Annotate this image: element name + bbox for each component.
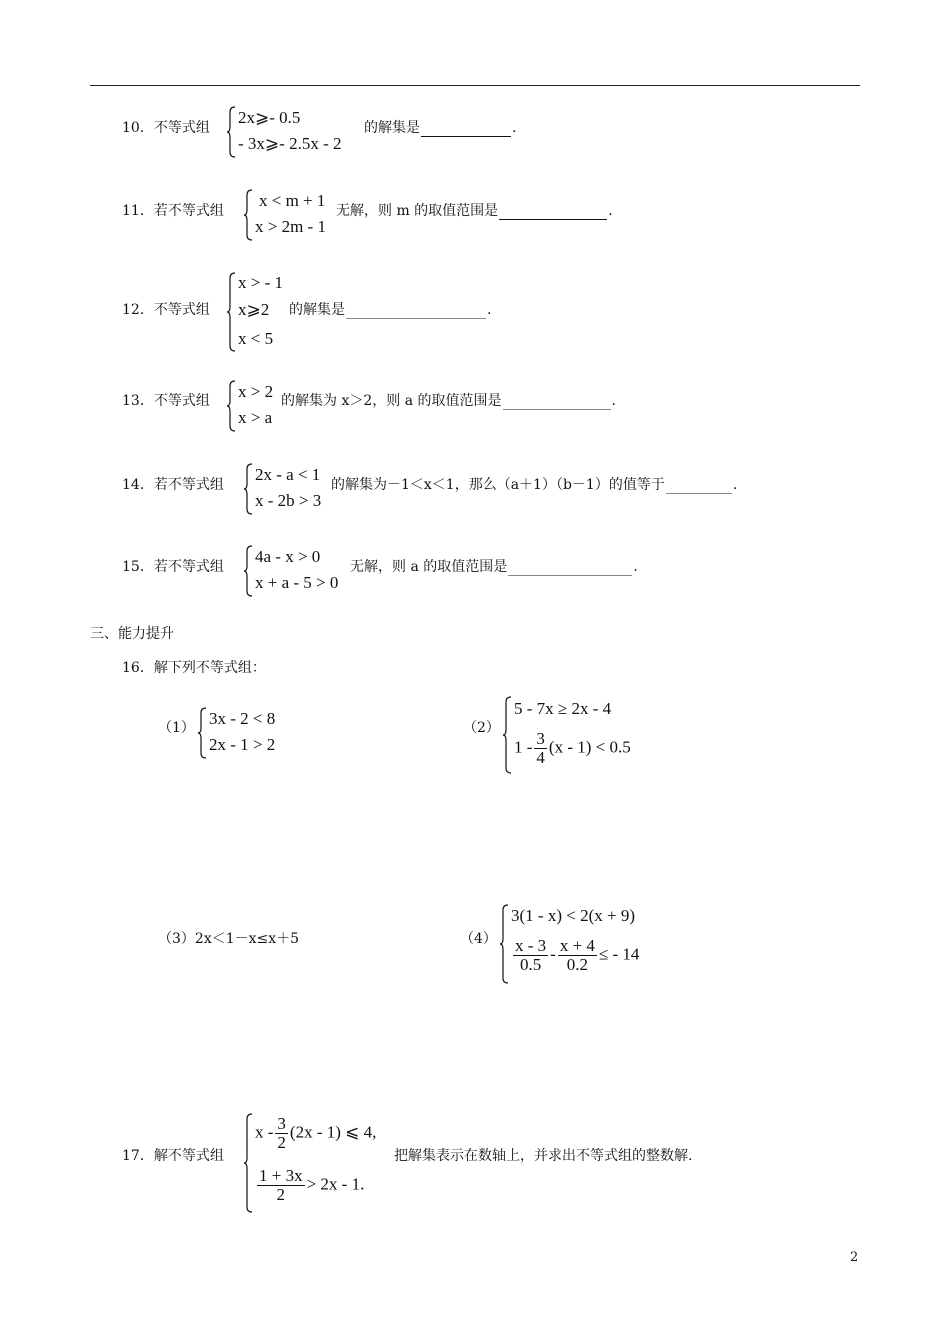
- term: > 2x - 1.: [306, 1174, 365, 1194]
- period: .: [487, 302, 492, 318]
- question-10: [122, 119, 210, 137]
- fraction-denominator: 0.5: [519, 955, 542, 974]
- part-label: （3）: [158, 931, 195, 947]
- q13-system: [226, 380, 286, 432]
- system-line-1: 4a - x > 0: [255, 547, 321, 566]
- question-14: [122, 476, 224, 494]
- question-13: [122, 392, 210, 410]
- answer-blank[interactable]: [666, 478, 732, 494]
- answer-blank[interactable]: [421, 121, 511, 137]
- brace-icon: [243, 545, 253, 597]
- fraction: [558, 937, 597, 974]
- term: 1 -: [514, 737, 533, 757]
- q16-part-3: [158, 930, 299, 948]
- q15-system: [243, 545, 353, 597]
- system-line-2: 2x - 1 > 2: [209, 735, 276, 754]
- term: -: [550, 944, 556, 964]
- q17-tail: 把解集表示在数轴上，并求出不等式组的整数解.: [394, 1148, 693, 1164]
- term: (x - 1) < 0.5: [548, 737, 631, 757]
- fraction-numerator: 3: [536, 729, 545, 748]
- system-line-2: [511, 937, 639, 974]
- fraction-denominator: 4: [536, 748, 545, 767]
- term: x -: [255, 1122, 274, 1142]
- question-lead: 若不等式组: [153, 203, 224, 219]
- period: .: [608, 203, 613, 219]
- system-line-1: x < m + 1: [259, 191, 326, 210]
- question-16-title: 16．解下列不等式组：: [122, 660, 266, 676]
- period: .: [633, 559, 638, 575]
- term: ≤ - 14: [598, 944, 640, 964]
- system-line-2: x - 2b > 3: [255, 491, 322, 510]
- q10-system: [226, 106, 366, 158]
- answer-blank[interactable]: [499, 204, 607, 220]
- fraction-denominator: 0.2: [566, 955, 589, 974]
- brace-icon: [243, 189, 253, 241]
- fraction-numerator: 3: [277, 1114, 286, 1133]
- question-tail: 无解，则 m 的取值范围是: [336, 203, 499, 219]
- q16-p1-system: [197, 707, 297, 759]
- question-number: 11．: [122, 203, 154, 219]
- period: .: [611, 393, 616, 409]
- answer-blank[interactable]: [503, 394, 611, 410]
- system-line-2: x > 2m - 1: [255, 217, 326, 236]
- fraction-denominator: 2: [277, 1133, 286, 1152]
- system-line-3: x < 5: [238, 329, 274, 348]
- brace-icon: [499, 904, 509, 984]
- q17-system: [243, 1113, 393, 1213]
- system-line-2: [514, 730, 631, 767]
- part-label: （4）: [460, 931, 497, 947]
- section-title: 三、能力提升: [90, 626, 174, 642]
- system-line-2: x > a: [238, 408, 273, 427]
- q12-tail: [289, 301, 491, 319]
- question-lead: 若不等式组: [153, 559, 224, 575]
- question-lead: 不等式组: [153, 393, 210, 409]
- question-tail: 无解，则 a 的取值范围是: [350, 559, 508, 575]
- question-tail: 的解集是: [289, 302, 345, 318]
- question-12: [122, 301, 210, 319]
- q14-system: [243, 463, 338, 515]
- system-line-1: x > - 1: [238, 273, 283, 292]
- question-lead: 解不等式组: [153, 1148, 224, 1164]
- system-line-1: 3(1 - x) < 2(x + 9): [511, 906, 635, 925]
- part-label: （2）: [463, 720, 500, 736]
- question-number: 15．: [122, 559, 154, 575]
- fraction-denominator: 2: [276, 1185, 286, 1204]
- system-line-2: x⩾2: [238, 300, 270, 319]
- question-number: 17．: [122, 1148, 154, 1164]
- q11-system: [243, 189, 343, 241]
- question-number: 13．: [122, 393, 154, 409]
- q11-tail: [336, 202, 613, 220]
- answer-blank[interactable]: [346, 303, 486, 319]
- brace-icon: [243, 1113, 253, 1213]
- fraction: [534, 730, 547, 767]
- question-number: 14．: [122, 477, 154, 493]
- q15-tail: [350, 558, 638, 576]
- page-number: 2: [850, 1250, 859, 1265]
- question-lead: 不等式组: [153, 302, 210, 318]
- brace-icon: [226, 272, 236, 352]
- question-15: [122, 558, 224, 576]
- question-tail: 的解集是: [364, 120, 420, 136]
- q16-p2-system: [502, 696, 662, 774]
- system-line-1: [255, 1115, 376, 1152]
- fraction: [275, 1115, 288, 1152]
- question-lead: 不等式组: [153, 120, 210, 136]
- system-line-1: 3x - 2 < 8: [209, 709, 276, 728]
- q10-tail: [364, 119, 516, 137]
- question-11: [122, 202, 224, 220]
- system-line-1: x > 2: [238, 382, 274, 401]
- brace-icon: [502, 696, 512, 774]
- answer-blank[interactable]: [508, 560, 632, 576]
- question-17: [122, 1147, 224, 1165]
- fraction: [257, 1167, 305, 1204]
- system-line-1: 5 - 7x ≥ 2x - 4: [514, 699, 612, 718]
- fraction-numerator: x - 3: [515, 936, 547, 955]
- period: .: [512, 120, 517, 136]
- question-lead: 若不等式组: [153, 477, 224, 493]
- fraction-numerator: 1 + 3x: [259, 1166, 303, 1185]
- question-tail: 的解集为－1＜x＜1，那么（a＋1）（b－1）的值等于: [331, 477, 665, 493]
- q12-system: [226, 272, 296, 352]
- part-label: （1）: [158, 720, 195, 736]
- fraction: [513, 937, 548, 974]
- system-line-1: 2x - a < 1: [255, 465, 321, 484]
- inequality: 2x＜1－x≤x＋5: [194, 931, 300, 947]
- system-line-2: x + a - 5 > 0: [255, 573, 339, 592]
- q16-p4-system: [499, 904, 669, 984]
- system-line-1: 2x⩾- 0.5: [238, 108, 301, 127]
- brace-icon: [226, 106, 236, 158]
- system-line-2: - 3x⩾- 2.5x - 2: [238, 134, 342, 153]
- brace-icon: [226, 380, 236, 432]
- brace-icon: [197, 707, 207, 759]
- q13-tail: [281, 392, 616, 410]
- question-number: 12．: [122, 302, 154, 318]
- question-number: 10．: [122, 120, 154, 136]
- question-tail: 的解集为 x＞2，则 a 的取值范围是: [281, 393, 502, 409]
- period: .: [732, 477, 738, 493]
- system-line-2: [255, 1167, 364, 1204]
- q14-tail: [331, 476, 737, 494]
- header-rule: [90, 85, 860, 86]
- term: (2x - 1) ⩽ 4,: [289, 1122, 377, 1142]
- brace-icon: [243, 463, 253, 515]
- fraction-numerator: x + 4: [559, 936, 595, 955]
